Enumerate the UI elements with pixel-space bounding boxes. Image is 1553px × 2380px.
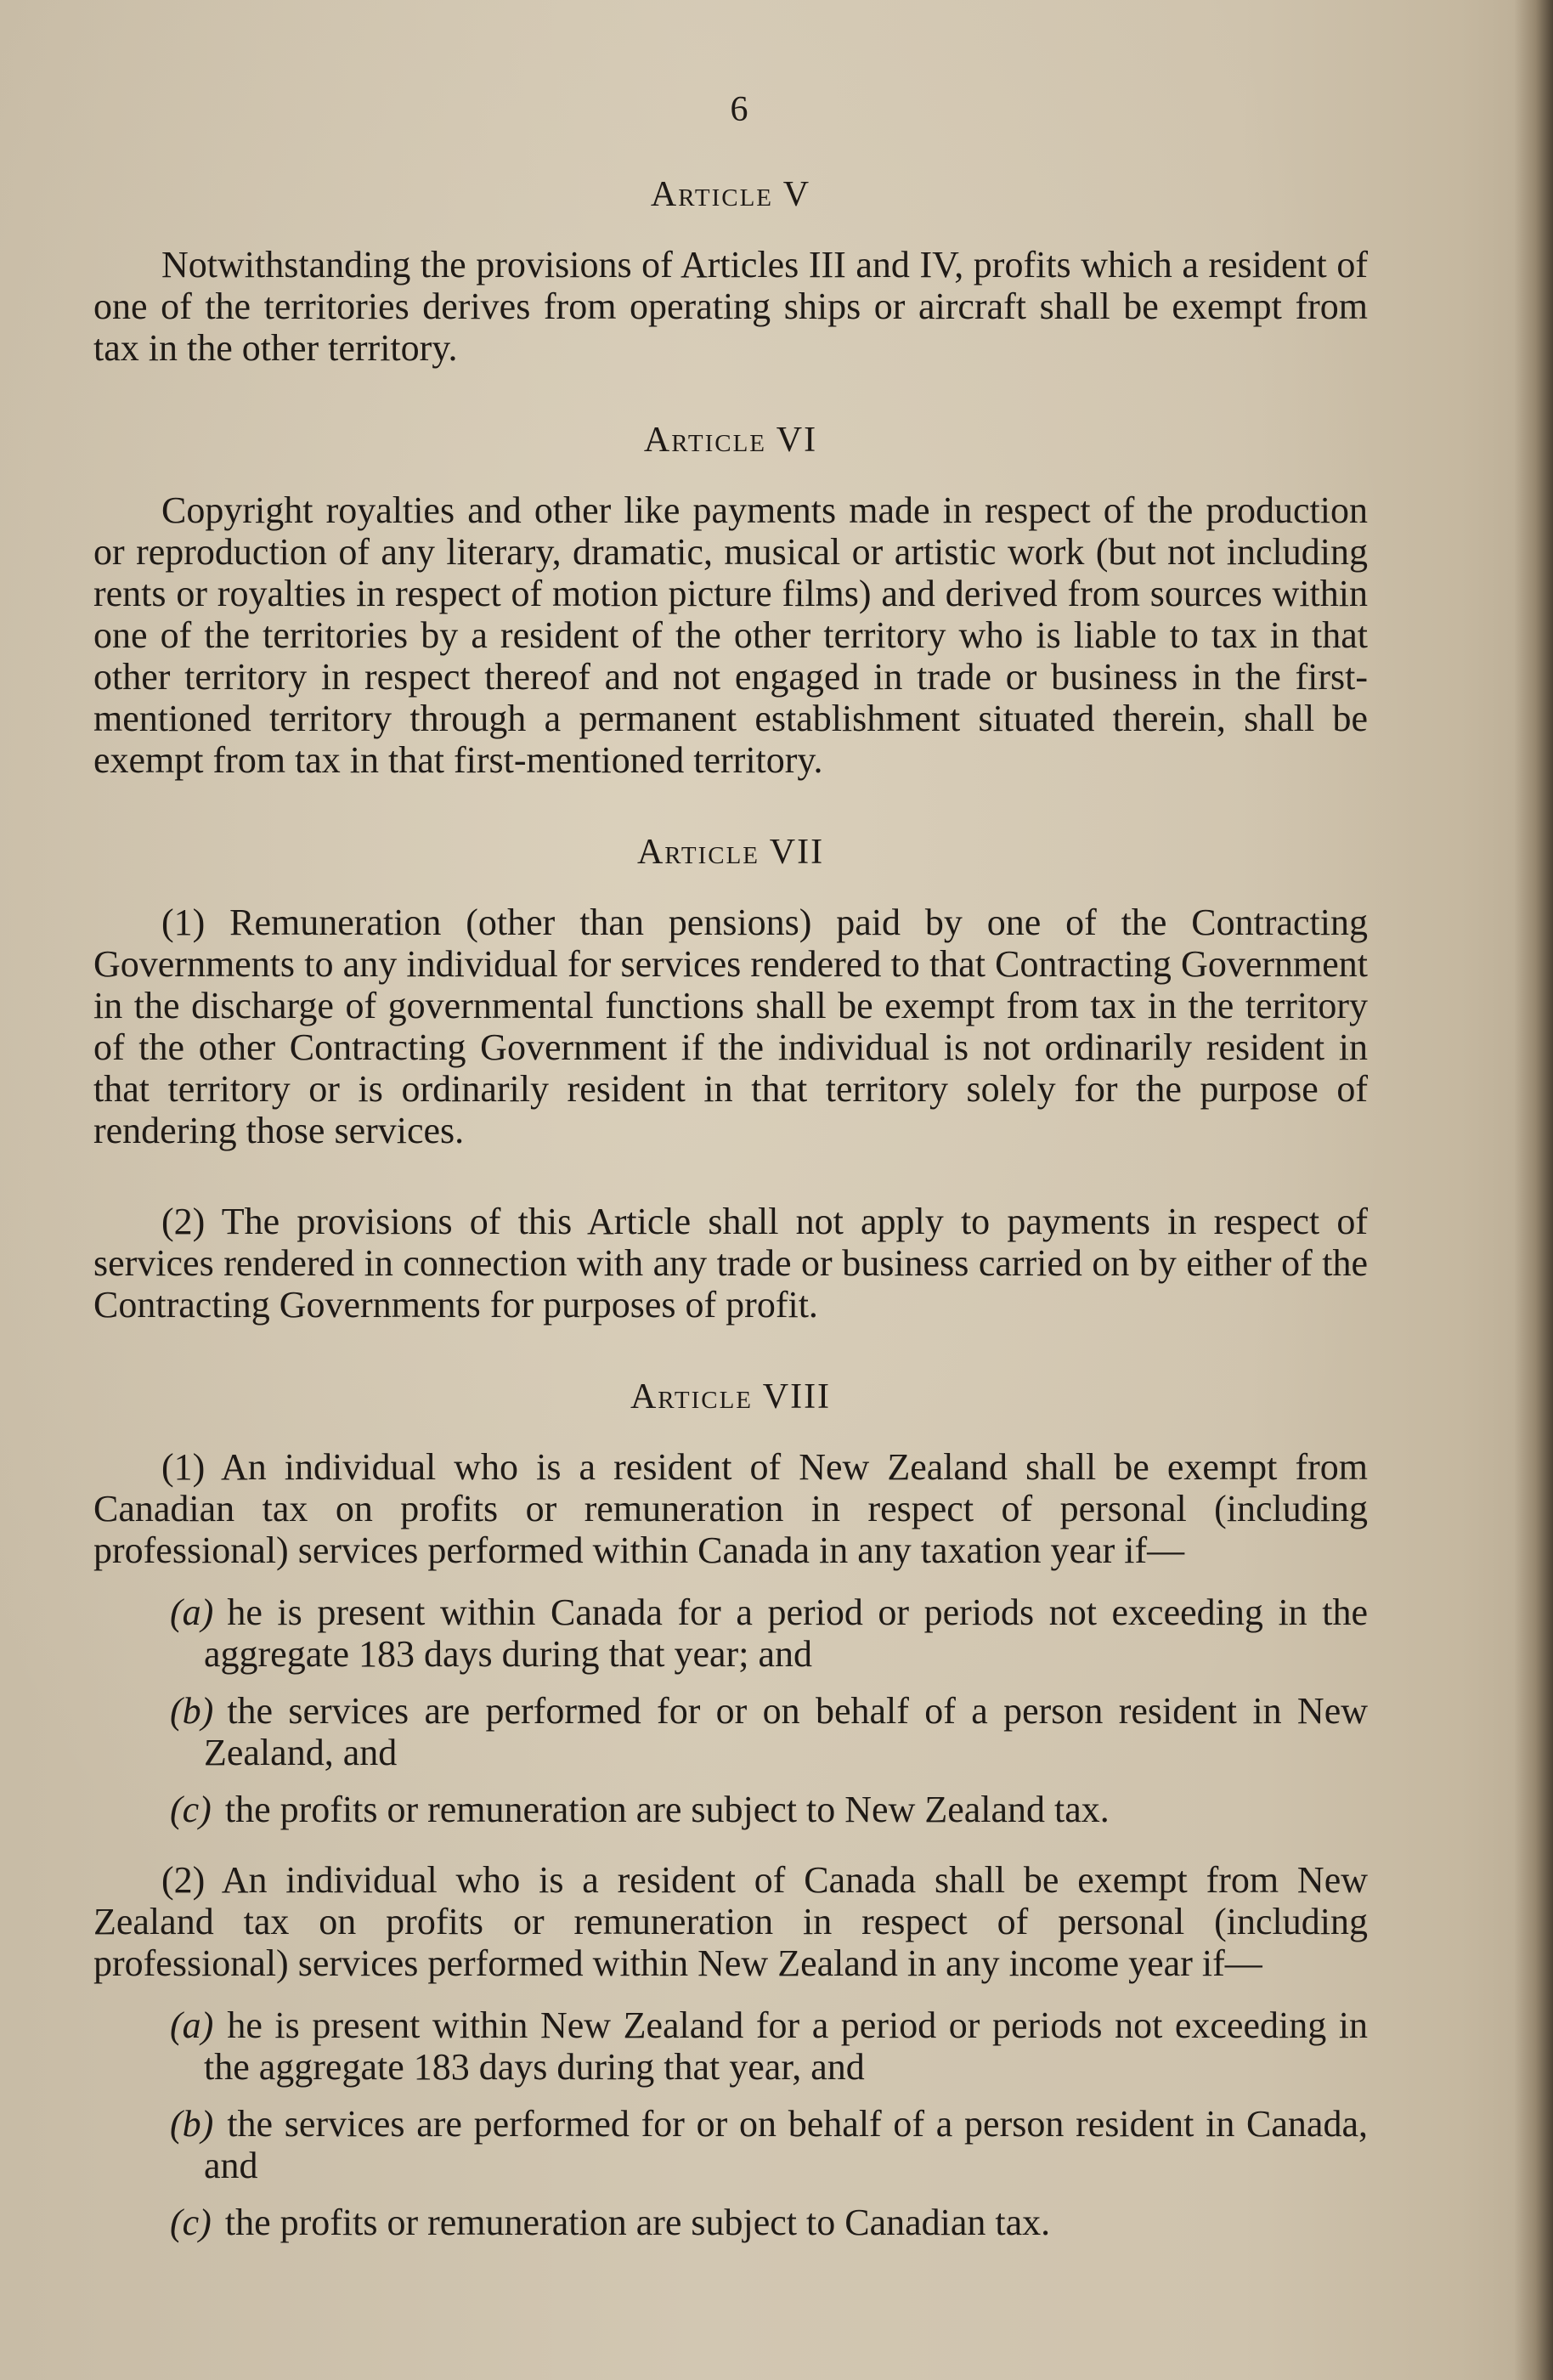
article-heading: Article VIII bbox=[630, 1377, 832, 1416]
list-item bbox=[170, 2004, 1368, 2088]
section-intro: (2) An individual who is a resident of Canada shall be exempt from New Zealand tax on profits or remuneration in respect of personal (including professional) services performed within New Zealand in any income year if— bbox=[93, 1859, 1368, 1984]
item-text: he is present within Canada for a period or periods not exceeding in the aggregate 183 days during that year; and bbox=[204, 1591, 1368, 1675]
article-vi bbox=[93, 420, 1368, 781]
item-text: the services are performed for or on behalf of a person resident in Canada, and bbox=[204, 2103, 1368, 2186]
list-item bbox=[170, 1591, 1368, 1675]
item-text: the profits or remuneration are subject to New Zealand tax. bbox=[224, 1789, 1110, 1830]
article-vii bbox=[93, 832, 1368, 1326]
article-paragraph: (2) The provisions of this Article shall not apply to payments in respect of services rendered in connection with any trade or business carried on by either of the Contracting Governments for purposes of profit. bbox=[93, 1201, 1368, 1326]
item-mark: (a) bbox=[170, 1591, 214, 1633]
article-viii bbox=[93, 1377, 1368, 2243]
article-v bbox=[93, 174, 1368, 369]
article-paragraph: (1) Remuneration (other than pensions) paid by one of the Contracting Governments to any individual for services rendered to that Contracting Government in the discharge of governmental functions shall be exempt from tax in the territory of the other Contracting Government if the individual is not ordinarily resident in that territory or is ordinarily resident in that territory solely for the purpose of rendering those services. bbox=[93, 902, 1368, 1151]
page-edge-shadow bbox=[1514, 0, 1553, 2380]
list-item bbox=[170, 2103, 1368, 2186]
article-paragraph: Notwithstanding the provisions of Articles III and IV, profits which a resident of one of the territories derives from operating ships or aircraft shall be exempt from tax in the other territory. bbox=[93, 244, 1368, 369]
section-intro: (1) An individual who is a resident of New Zealand shall be exempt from Canadian tax on profits or remuneration in respect of personal (including professional) services performed within Canada in any taxation year if— bbox=[93, 1446, 1368, 1571]
article-heading: Article VI bbox=[643, 421, 818, 460]
list-item bbox=[170, 1789, 1368, 1830]
item-text: the services are performed for or on behalf of a person resident in New Zealand, and bbox=[204, 1690, 1368, 1773]
item-mark: (b) bbox=[170, 2103, 214, 2145]
item-mark: (c) bbox=[170, 1789, 212, 1830]
item-text: the profits or remuneration are subject to Canadian tax. bbox=[224, 2202, 1051, 2243]
article-paragraph: Copyright royalties and other like payments made in respect of the production or reproduction of any literary, dramatic, musical or artistic work (but not including rents or royalties in respect of motion picture films) and derived from sources within one of the territories by a resident of the other territory who is liable to tax in that other territory in respect thereof and not engaged in trade or business in the first-mentioned territory through a permanent establishment situated therein, shall be exempt from tax in that first-mentioned territory. bbox=[93, 489, 1368, 781]
page-number: 6 bbox=[730, 90, 748, 129]
page-content bbox=[93, 89, 1368, 2258]
article-heading: Article VII bbox=[636, 833, 825, 872]
list-item bbox=[170, 2202, 1368, 2243]
item-text: he is present within New Zealand for a period or periods not exceeding in the aggregate 183 days during that year, and bbox=[204, 2004, 1368, 2088]
article-heading: Article V bbox=[650, 175, 811, 214]
item-mark: (c) bbox=[170, 2202, 212, 2243]
list-item bbox=[170, 1690, 1368, 1773]
item-mark: (a) bbox=[170, 2004, 214, 2046]
item-mark: (b) bbox=[170, 1690, 214, 1732]
